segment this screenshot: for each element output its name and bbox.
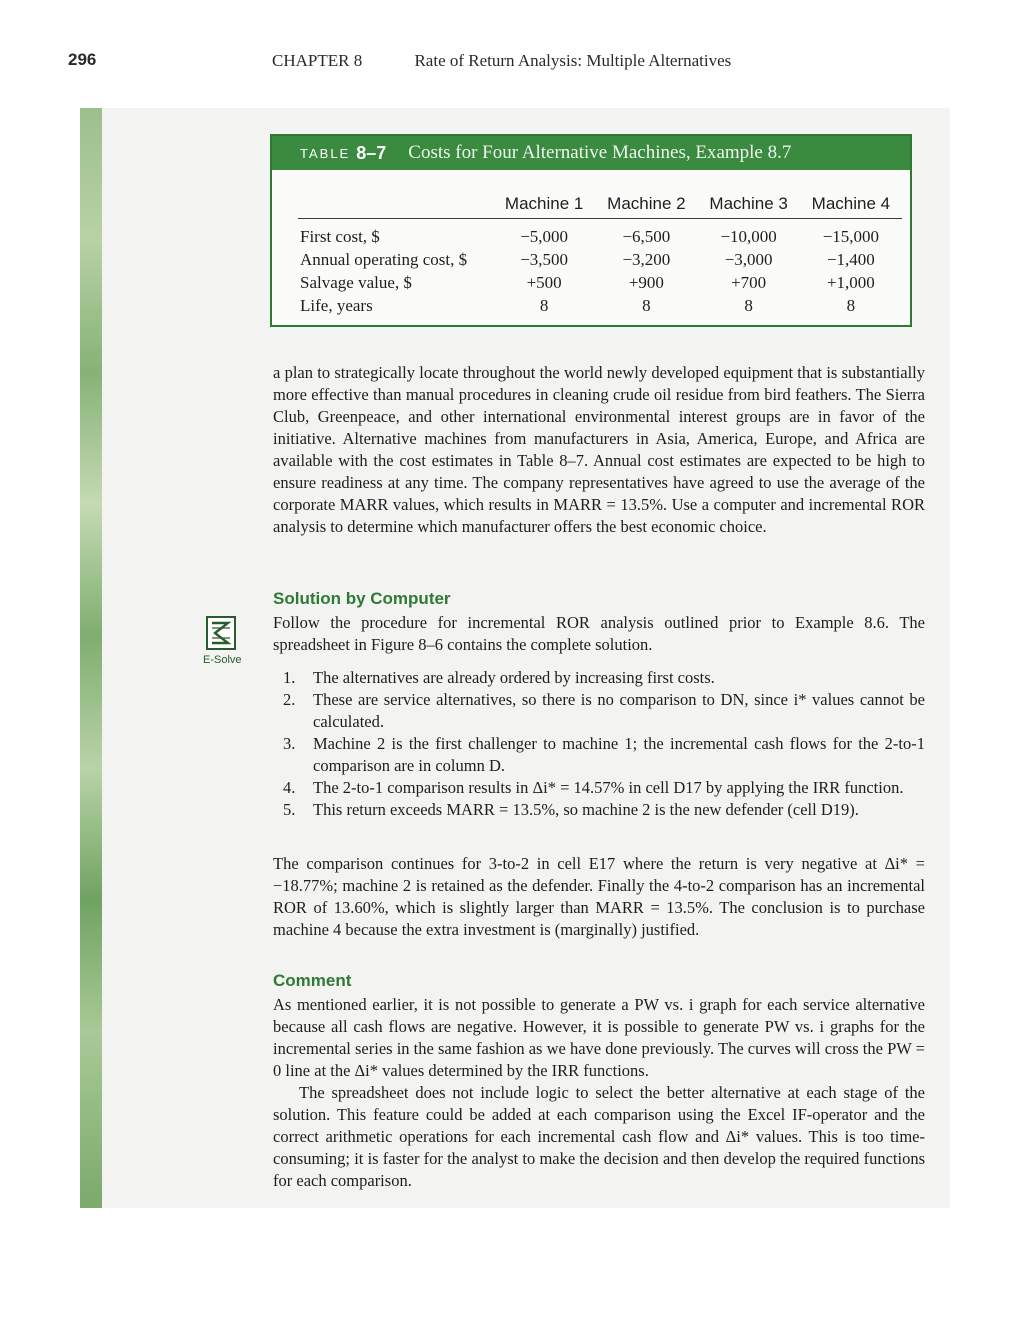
table-cell: −1,400 [826, 250, 875, 269]
list-item [273, 777, 925, 799]
row-label: Annual operating cost, $ [300, 250, 468, 269]
table-header [272, 136, 910, 170]
running-head [272, 51, 731, 71]
step-text: Machine 2 is the first challenger to machine 1; the incremental cash flows for the 2-to-1 comparison are in column D. [313, 734, 925, 775]
table-row [298, 294, 902, 317]
table-cell: 8 [539, 296, 549, 315]
table-cell: 8 [846, 296, 856, 315]
table-cell: +500 [526, 273, 562, 292]
table-cell: −6,500 [622, 227, 671, 246]
table-row [298, 219, 902, 249]
table-cell: +900 [628, 273, 664, 292]
page-number: 296 [68, 50, 97, 69]
solution-conclusion: The comparison continues for 3-to-2 in cell E17 where the return is very negative at Δi* = −18.77%; machine 2 is retained as the defender. Finally the 4-to-2 comparison has an incremental ROR of 13.60%, which is slightly larger than MARR = 13.5%. The conclusion is to purchase machine 4 because the extra investment is (marginally) justified. [273, 854, 925, 939]
column-header: Machine 1 [493, 194, 595, 219]
step-number: 2. [283, 690, 296, 709]
table-title: Costs for Four Alternative Machines, Example 8.7 [408, 142, 792, 163]
table-cell: −3,500 [520, 250, 569, 269]
table-cell: −3,200 [622, 250, 671, 269]
solution-heading: Solution by Computer [273, 589, 451, 608]
step-number: 4. [283, 778, 296, 797]
step-text: This return exceeds MARR = 13.5%, so machine 2 is the new defender (cell D19). [313, 800, 859, 819]
table-number: 8–7 [356, 142, 387, 163]
comment-heading: Comment [273, 971, 352, 990]
table-cell: +700 [731, 273, 767, 292]
step-number: 5. [283, 800, 296, 819]
table-cell: +1,000 [826, 273, 875, 292]
column-header: Machine 3 [698, 194, 800, 219]
solution-steps [273, 667, 925, 821]
table-cell: −15,000 [822, 227, 880, 246]
intro-paragraph: a plan to strategically locate throughout the world newly developed equipment that is substantially more effective than manual procedures in cleaning crude oil residue from bird feathers. The Sierra Club, Greenpeace, and other international environmental interest groups are in favor of the initiative. Alternative machines from manufacturers in Asia, America, Europe, and Africa are available with the cost estimates in Table 8–7. Annual cost estimates are expected to be high to ensure readiness at any time. The company representatives have agreed to use the average of the corporate MARR values, which results in MARR = 13.5%. Use a computer and incremental ROR analysis to determine which manufacturer offers the best economic choice. [273, 363, 925, 536]
chapter-label: CHAPTER 8 [272, 51, 363, 70]
step-number: 1. [283, 668, 296, 687]
step-text: The 2-to-1 comparison results in Δi* = 14.57% in cell D17 by applying the IRR function. [313, 778, 904, 797]
table-cell: 8 [642, 296, 651, 315]
table-cell: 8 [744, 296, 753, 315]
column-header: Machine 4 [800, 194, 902, 219]
table-cell: −10,000 [720, 227, 777, 246]
table-8-7 [270, 134, 912, 327]
comment-paragraph-2: The spreadsheet does not include logic to select the better alternative at each stage of the solution. This feature could be added at each comparison using the Excel IF-operator and the correct arithmetic operations for each incremental cash flow and Δi* values. This is too time-consuming; it is faster for the analyst to make the decision and then develop the required functions for each comparison. [273, 1083, 925, 1190]
table-row [298, 248, 902, 271]
list-item [273, 667, 925, 689]
row-label: Life, years [300, 296, 373, 315]
step-text: The alternatives are already ordered by increasing first costs. [313, 668, 715, 687]
table-cell: −5,000 [520, 227, 569, 246]
row-label: Salvage value, $ [300, 273, 412, 292]
table-label: TABLE [300, 145, 351, 161]
list-item [273, 733, 925, 777]
list-item [273, 689, 925, 733]
cost-table [298, 194, 902, 317]
solution-intro: Follow the procedure for incremental ROR analysis outlined prior to Example 8.6. The spreadsheet in Figure 8–6 contains the complete solution. [273, 613, 925, 654]
chapter-title: Rate of Return Analysis: Multiple Alternatives [414, 51, 732, 70]
step-number: 3. [283, 734, 296, 753]
step-text: These are service alternatives, so there is no comparison to DN, since i* values cannot be calculated. [313, 690, 925, 731]
comment-paragraph-1: As mentioned earlier, it is not possible to generate a PW vs. i graph for each service alternative because all cash flows are negative. However, it is possible to generate PW vs. i graphs for the incremental series in the same fashion as we have done previously. The curves will cross the PW = 0 line at the Δi* values determined by the IRR functions. [273, 995, 925, 1080]
corner-cell [298, 194, 493, 219]
decorative-photo-strip [80, 108, 102, 1208]
table-cell: −3,000 [724, 250, 773, 269]
e-solve-label: E-Solve [203, 654, 242, 666]
list-item [273, 799, 925, 821]
column-header: Machine 2 [595, 194, 697, 219]
table-row [298, 271, 902, 294]
row-label: First cost, $ [300, 227, 380, 246]
e-solve-icon [206, 616, 236, 650]
